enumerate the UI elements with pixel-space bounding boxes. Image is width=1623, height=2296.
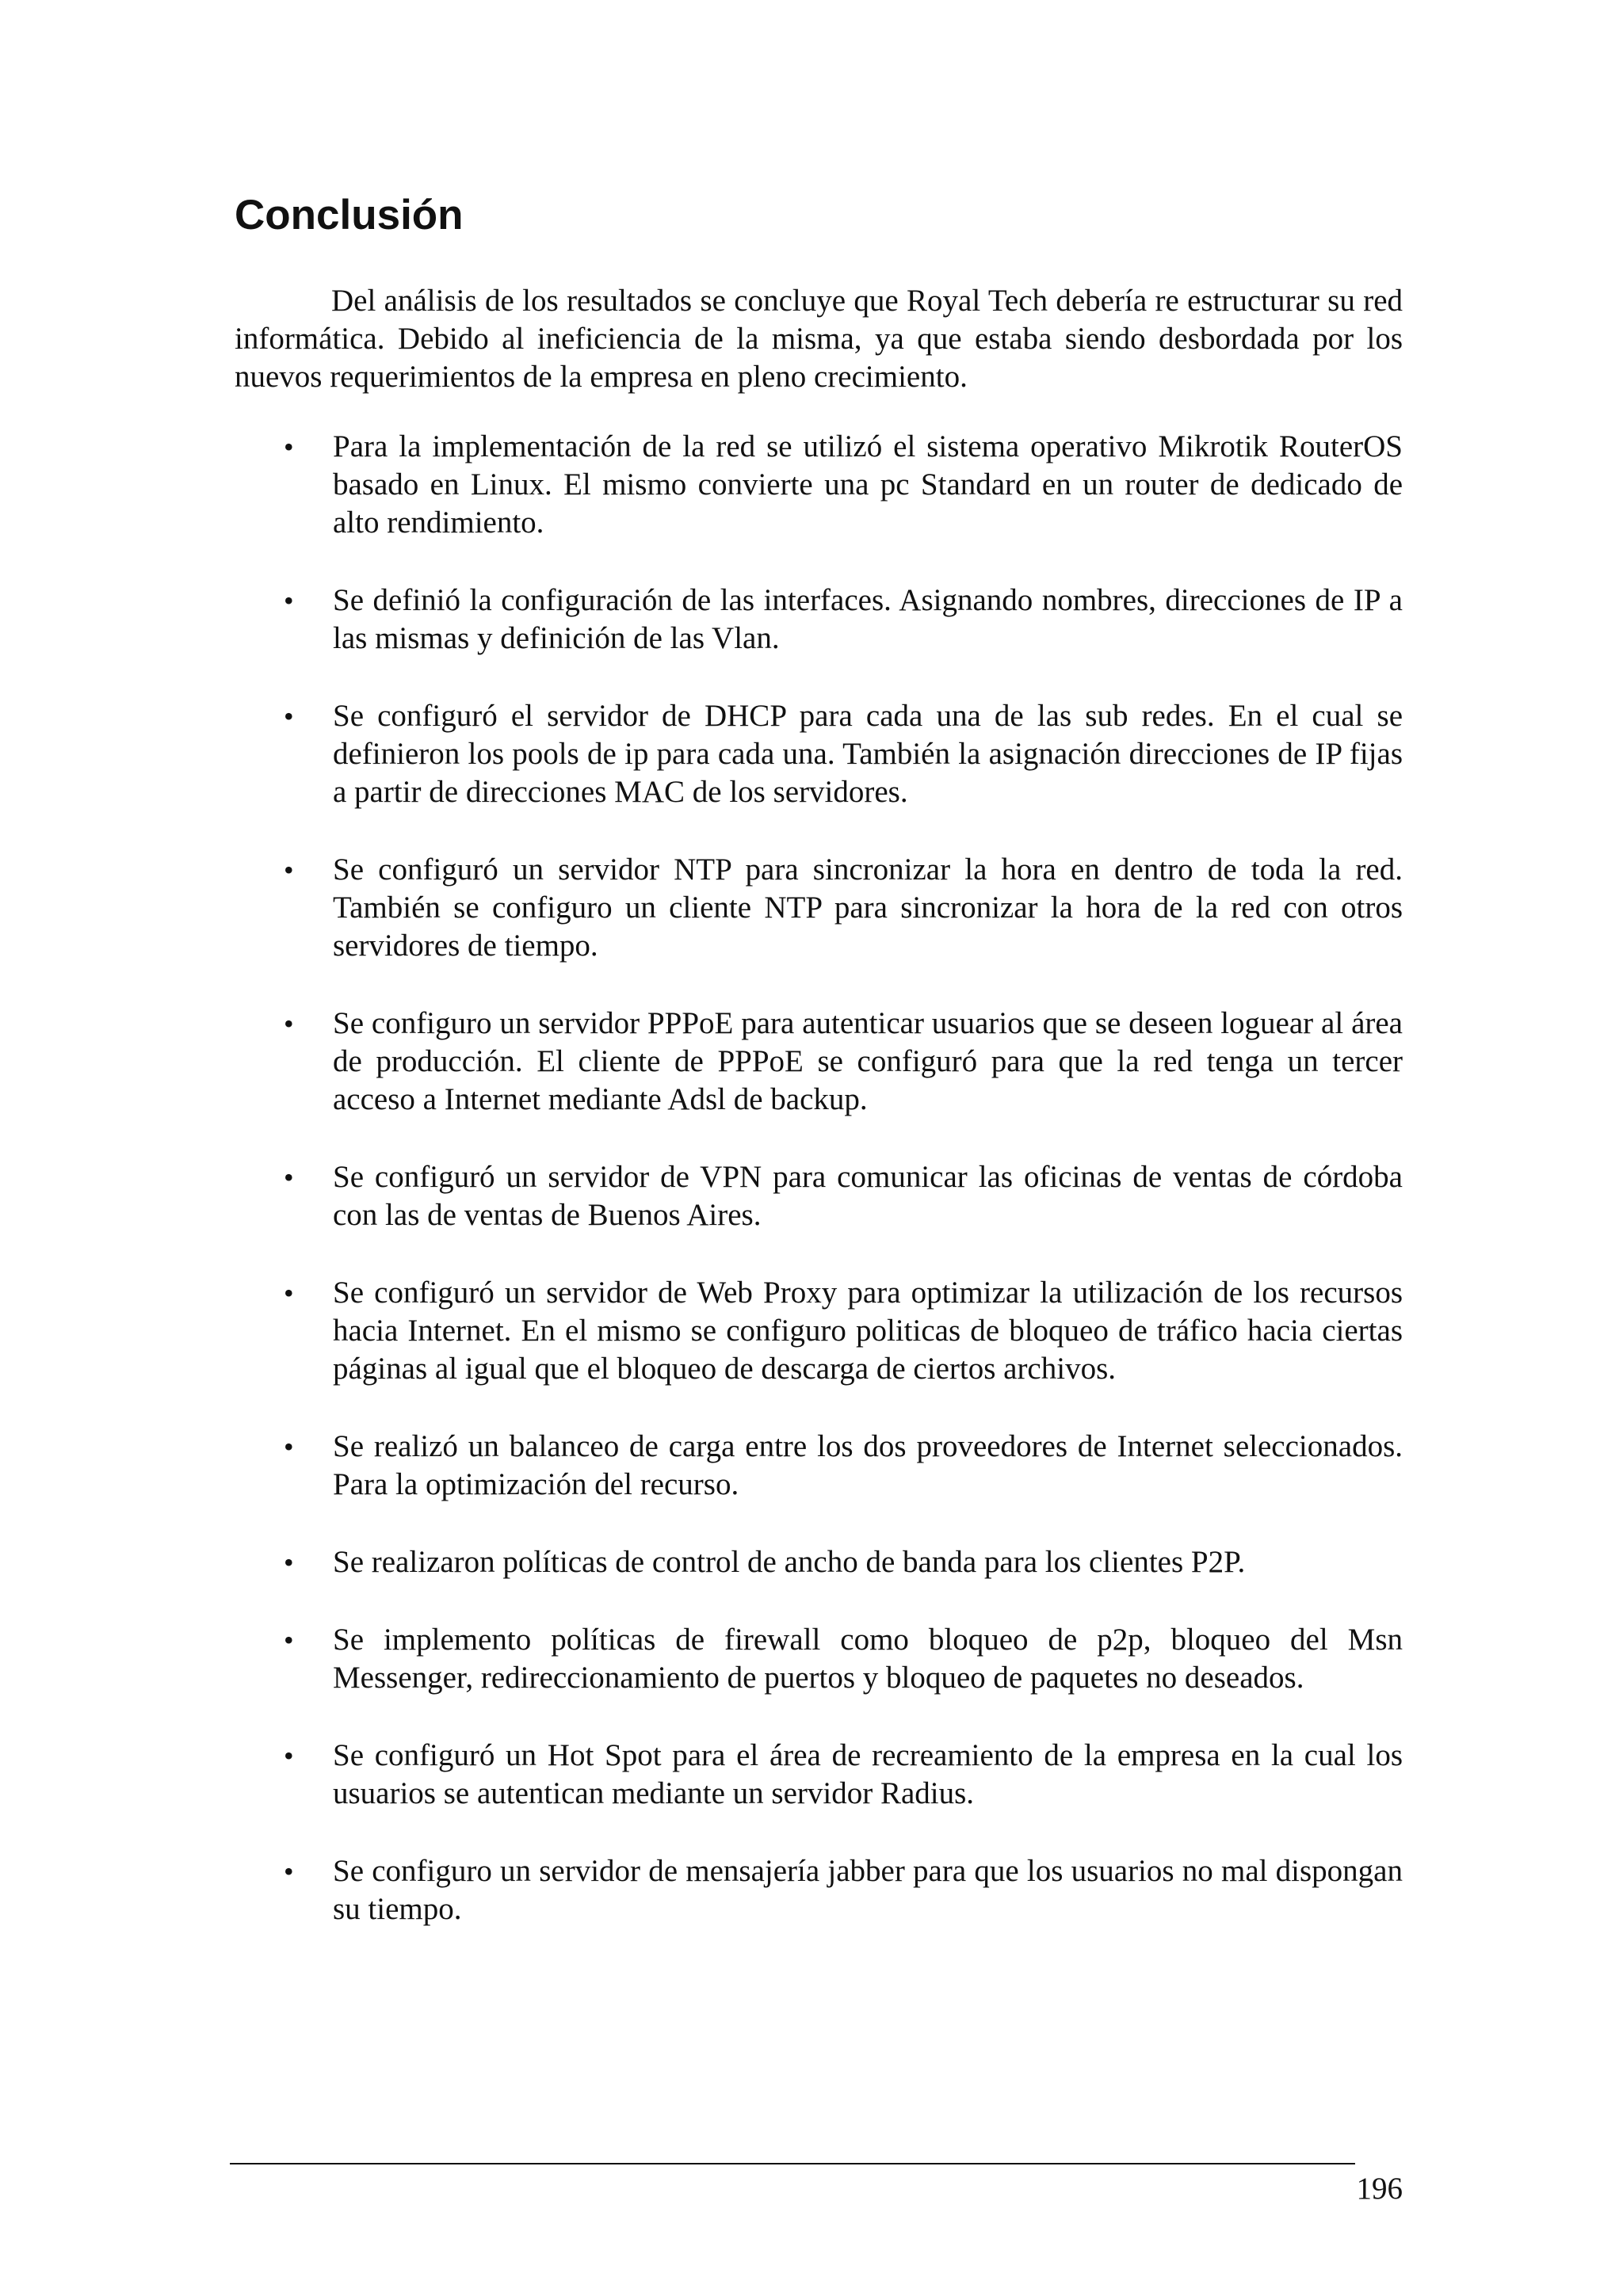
footer-divider — [230, 2163, 1355, 2164]
list-item — [235, 1428, 1403, 1504]
intro-paragraph: Del análisis de los resultados se concluye que Royal Tech debería re estructurar su red informática. Debido al ineficiencia de la misma, ya que estaba siendo desbordada por los nuevos requerimientos de la empresa en pleno crecimiento. — [235, 283, 1403, 394]
list-item-text: Se definió la configuración de las interfaces. Asignando nombres, direcciones de IP a las mismas y definición de las Vlan. — [333, 582, 1403, 655]
list-item — [235, 428, 1403, 542]
bullet-icon: • — [284, 1855, 294, 1887]
bullet-icon: • — [284, 430, 294, 463]
list-item-text: Se configuro un servidor PPPoE para autenticar usuarios que se deseen loguear al área de producción. El cliente de PPPoE se configuró para que la red tenga un tercer acceso a Internet mediante Adsl de backup. — [333, 1005, 1403, 1116]
list-item-text: Se configuró el servidor de DHCP para cada una de las sub redes. En el cual se definieron los pools de ip para cada una. También la asignación direcciones de IP fijas a partir de direcciones MAC de los servidores. — [333, 698, 1403, 809]
list-item-text: Se configuro un servidor de mensajería jabber para que los usuarios no mal dispongan su tiempo. — [333, 1853, 1403, 1926]
list-item-text: Se realizó un balanceo de carga entre los dos proveedores de Internet seleccionados. Para la optimización del recurso. — [333, 1428, 1403, 1501]
bullet-icon: • — [284, 700, 294, 732]
list-item — [235, 1852, 1403, 1928]
list-item — [235, 1543, 1403, 1581]
list-item-text: Se implemento políticas de firewall como bloqueo de p2p, bloqueo del Msn Messenger, redireccionamiento de puertos y bloqueo de paquetes no deseados. — [333, 1622, 1403, 1695]
page-title: Conclusión — [235, 192, 464, 238]
bullet-icon: • — [284, 1276, 294, 1309]
bullet-icon: • — [284, 1739, 294, 1772]
list-item-text: Para la implementación de la red se utilizó el sistema operativo Mikrotik RouterOS basado en Linux. El mismo convierte una pc Standard en un router de dedicado de alto rendimiento. — [333, 429, 1403, 540]
list-item — [235, 1737, 1403, 1813]
list-item — [235, 1158, 1403, 1234]
bullet-icon: • — [284, 853, 294, 886]
bullet-icon: • — [284, 1623, 294, 1656]
list-item-text: Se configuró un servidor NTP para sincronizar la hora en dentro de toda la red. También se configuro un cliente NTP para sincronizar la hora de la red con otros servidores de tiempo. — [333, 852, 1403, 963]
list-item — [235, 1274, 1403, 1388]
bullet-icon: • — [284, 584, 294, 616]
list-item — [235, 851, 1403, 965]
list-item-text: Se configuró un servidor de VPN para comunicar las oficinas de ventas de córdoba con las de ventas de Buenos Aires. — [333, 1159, 1403, 1232]
list-item-text: Se realizaron políticas de control de ancho de banda para los clientes P2P. — [333, 1544, 1246, 1579]
page-content — [235, 190, 1403, 1968]
list-item-text: Se configuró un servidor de Web Proxy para optimizar la utilización de los recursos hacia Internet. En el mismo se configuro politicas de bloqueo de tráfico hacia ciertas páginas al igual que el bloqueo de descarga de ciertos archivos. — [333, 1275, 1403, 1386]
bullet-icon: • — [284, 1430, 294, 1463]
list-item — [235, 582, 1403, 658]
bullet-icon: • — [284, 1007, 294, 1039]
list-item — [235, 1005, 1403, 1119]
list-item — [235, 697, 1403, 811]
page-number: 196 — [1356, 2172, 1403, 2206]
bullet-icon: • — [284, 1161, 294, 1193]
list-item — [235, 1621, 1403, 1697]
list-item-text: Se configuró un Hot Spot para el área de recreamiento de la empresa en la cual los usuarios se autentican mediante un servidor Radius. — [333, 1737, 1403, 1810]
bullet-icon: • — [284, 1546, 294, 1578]
conclusion-list — [235, 428, 1403, 1928]
